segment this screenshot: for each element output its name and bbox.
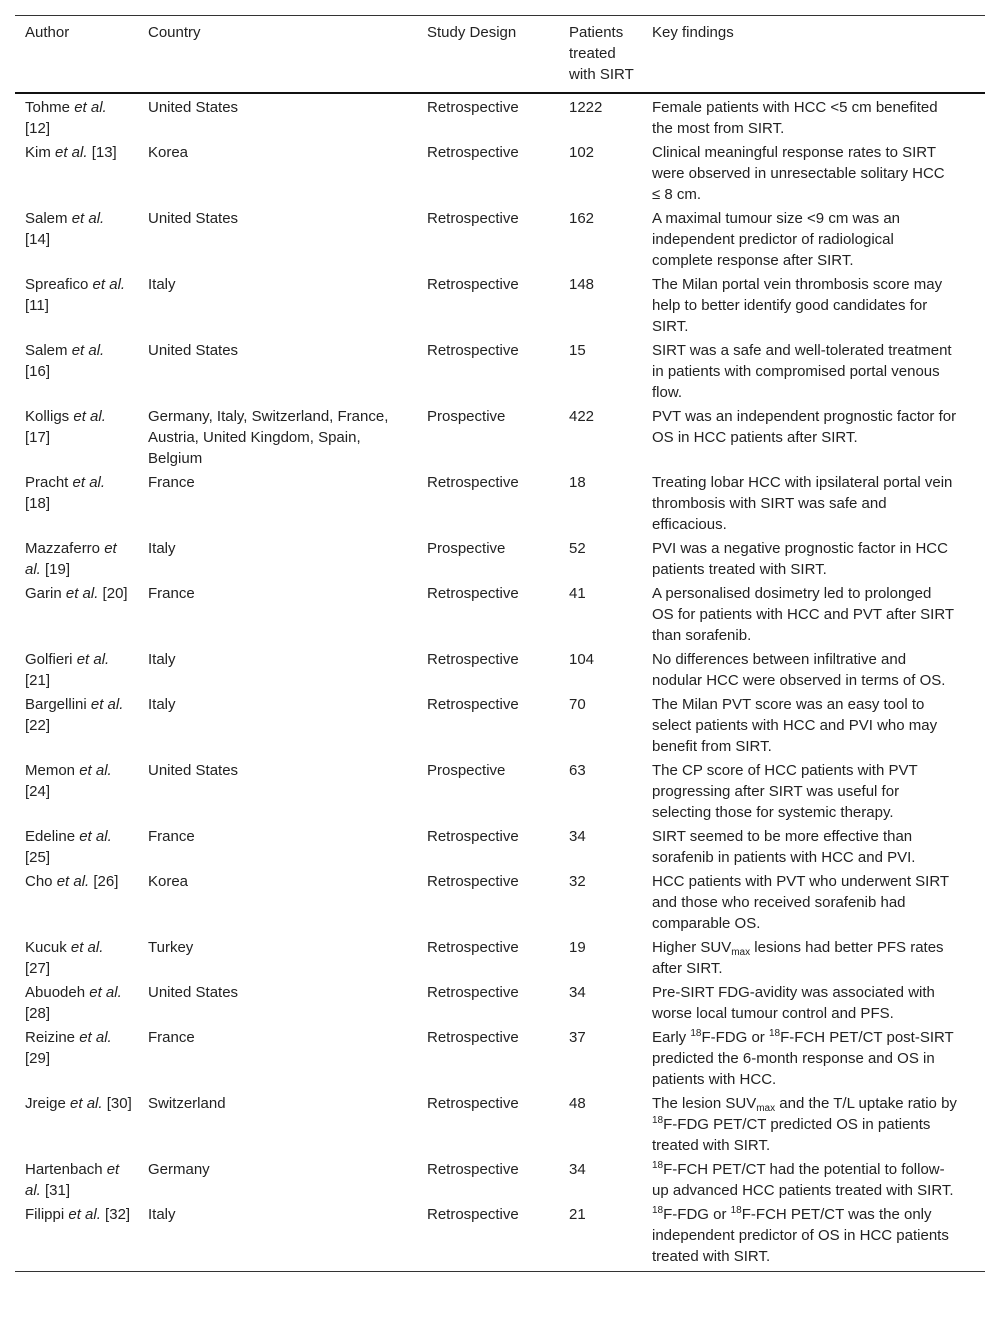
patients-cell: 422: [569, 408, 595, 425]
studies-table: [15, 15, 985, 1272]
author-cell: [15, 206, 138, 272]
study-design-cell: Retrospective: [427, 873, 519, 890]
key-findings-cell: [642, 1025, 985, 1091]
findings-text: A maximal tumour size <9 cm was an independent predictor of radiological complete response after SIRT.: [652, 210, 901, 269]
findings-text: Pre-SIRT FDG-avidity was associated with worse local tumour control and PFS.: [652, 984, 935, 1022]
key-findings-cell: [642, 869, 985, 935]
findings-text: Early: [652, 1029, 691, 1046]
patients-cell: 32: [569, 873, 586, 890]
table-body: [15, 93, 985, 1272]
author-ref: [13]: [87, 144, 117, 161]
author-ref: [32]: [100, 1206, 131, 1223]
table-row: [15, 758, 985, 824]
findings-text: Female patients with HCC <5 cm benefited the most from SIRT.: [652, 99, 938, 137]
author-name: Hartenbach: [25, 1161, 107, 1178]
patients-cell: 52: [569, 540, 586, 557]
author-etal: et al.: [92, 276, 126, 293]
findings-text: The CP score of HCC patients with PVT progressing after SIRT was useful for selecting those for systemic therapy.: [652, 762, 918, 821]
patients-cell: 1222: [569, 99, 603, 116]
patients-cell: 34: [569, 1161, 586, 1178]
key-findings-cell: [642, 581, 985, 647]
country-cell: Germany: [148, 1161, 210, 1178]
patients-cell: 63: [569, 762, 586, 779]
study-design-cell: Retrospective: [427, 984, 519, 1001]
country-cell: United States: [148, 984, 239, 1001]
author-etal: et al.: [79, 762, 112, 779]
author-ref: [14]: [25, 231, 51, 248]
findings-subscript: max: [731, 947, 751, 958]
patients-cell: 34: [569, 984, 586, 1001]
table-row: [15, 1202, 985, 1272]
country-cell: United States: [148, 210, 239, 227]
country-cell: France: [148, 474, 195, 491]
author-name: Abuodeh: [25, 984, 90, 1001]
author-ref: [12]: [25, 120, 51, 137]
key-findings-cell: [642, 758, 985, 824]
findings-text: PVI was a negative prognostic factor in HCC patients treated with SIRT.: [652, 540, 948, 578]
country-cell: Italy: [148, 696, 176, 713]
findings-subscript: max: [756, 1103, 776, 1114]
key-findings-cell: [642, 536, 985, 581]
author-name: Kim: [25, 144, 55, 161]
key-findings-cell: [642, 692, 985, 758]
table-row: [15, 536, 985, 581]
author-cell: [15, 404, 138, 470]
patients-cell: 37: [569, 1029, 586, 1046]
author-ref: [22]: [25, 717, 51, 734]
author-name: Pracht: [25, 474, 73, 491]
author-name: Garin: [25, 585, 66, 602]
country-cell: Italy: [148, 651, 176, 668]
header-study-design: Study Design: [427, 24, 517, 41]
author-name: Kolligs: [25, 408, 74, 425]
author-ref: [30]: [102, 1095, 132, 1112]
author-etal: et al.: [79, 1029, 112, 1046]
author-cell: [15, 692, 138, 758]
findings-text: The lesion SUV: [652, 1095, 757, 1112]
author-cell: [15, 647, 138, 692]
author-ref: [18]: [25, 495, 51, 512]
author-name: Memon: [25, 762, 80, 779]
findings-text: A personalised dosimetry led to prolonged OS for patients with HCC and PVT after SIRT than sorafenib.: [652, 585, 954, 644]
author-ref: [27]: [25, 960, 51, 977]
author-ref: [16]: [25, 363, 51, 380]
study-design-cell: Retrospective: [427, 342, 519, 359]
header-author: Author: [25, 24, 70, 41]
country-cell: Turkey: [148, 939, 194, 956]
header-key-findings: Key findings: [652, 24, 734, 41]
table-row: [15, 338, 985, 404]
key-findings-cell: [642, 272, 985, 338]
patients-cell: 70: [569, 696, 586, 713]
key-findings-cell: [642, 140, 985, 206]
study-design-cell: Retrospective: [427, 276, 519, 293]
table-row: [15, 272, 985, 338]
table-row: [15, 980, 985, 1025]
patients-cell: 162: [569, 210, 595, 227]
author-etal: et al.: [79, 828, 112, 845]
author-name: Cho: [25, 873, 57, 890]
table-row: [15, 206, 985, 272]
country-cell: Germany, Italy, Switzerland, France, Austria, United Kingdom, Spain, Belgium: [148, 408, 389, 467]
findings-text: F-FDG or: [663, 1206, 731, 1223]
author-ref: [20]: [98, 585, 128, 602]
findings-superscript: 18: [768, 1028, 781, 1039]
country-cell: United States: [148, 762, 239, 779]
author-etal: et al.: [25, 540, 117, 578]
author-cell: [15, 1091, 138, 1157]
study-design-cell: Retrospective: [427, 585, 519, 602]
country-cell: Italy: [148, 276, 176, 293]
key-findings-cell: [642, 935, 985, 980]
patients-cell: 104: [569, 651, 595, 668]
author-ref: [31]: [40, 1182, 71, 1199]
country-cell: United States: [148, 99, 239, 116]
author-cell: [15, 140, 138, 206]
author-etal: et al.: [90, 696, 124, 713]
country-cell: Switzerland: [148, 1095, 226, 1112]
findings-superscript: 18: [652, 1115, 664, 1126]
findings-superscript: 18: [690, 1028, 702, 1039]
table-row: [15, 869, 985, 935]
key-findings-cell: [642, 824, 985, 869]
country-cell: United States: [148, 342, 239, 359]
findings-text: F-FDG or: [701, 1029, 769, 1046]
author-name: Edeline: [25, 828, 80, 845]
patients-cell: 34: [569, 828, 586, 845]
author-cell: [15, 1157, 138, 1202]
country-cell: France: [148, 585, 195, 602]
patients-cell: 21: [569, 1206, 586, 1223]
table-row: [15, 1157, 985, 1202]
key-findings-cell: [642, 206, 985, 272]
study-design-cell: Retrospective: [427, 1095, 519, 1112]
findings-text: and the T/L uptake ratio by: [775, 1095, 957, 1112]
study-design-cell: Retrospective: [427, 474, 519, 491]
header-patients: Patients treated with SIRT: [569, 24, 634, 83]
author-ref: [28]: [25, 1005, 51, 1022]
author-name: Mazzaferro: [25, 540, 105, 557]
author-name: Salem: [25, 342, 72, 359]
author-cell: [15, 1025, 138, 1091]
author-etal: et al.: [55, 144, 88, 161]
author-name: Golfieri: [25, 651, 77, 668]
table-row: [15, 470, 985, 536]
study-design-cell: Retrospective: [427, 939, 519, 956]
table-row: [15, 581, 985, 647]
country-cell: Italy: [148, 540, 176, 557]
author-cell: [15, 272, 138, 338]
table-row: [15, 140, 985, 206]
key-findings-cell: [642, 93, 985, 140]
study-design-cell: Prospective: [427, 408, 506, 425]
study-design-cell: Retrospective: [427, 99, 519, 116]
author-ref: [17]: [25, 429, 51, 446]
patients-cell: 148: [569, 276, 595, 293]
author-name: Salem: [25, 210, 72, 227]
patients-cell: 41: [569, 585, 586, 602]
author-etal: et al.: [25, 1161, 120, 1199]
findings-text: HCC patients with PVT who underwent SIRT and those who received sorafenib had comparable OS.: [652, 873, 949, 932]
patients-cell: 102: [569, 144, 595, 161]
patients-cell: 19: [569, 939, 586, 956]
study-design-cell: Retrospective: [427, 1206, 519, 1223]
author-cell: [15, 869, 138, 935]
table-row: [15, 1025, 985, 1091]
table-row: [15, 692, 985, 758]
key-findings-cell: [642, 1091, 985, 1157]
findings-text: No differences between infiltrative and nodular HCC were observed in terms of OS.: [652, 651, 946, 689]
author-cell: [15, 1202, 138, 1272]
findings-text: F-FDG PET/CT predicted OS in patients treated with SIRT.: [652, 1116, 931, 1154]
author-cell: [15, 980, 138, 1025]
findings-text: PVT was an independent prognostic factor for OS in HCC patients after SIRT.: [652, 408, 957, 446]
author-ref: [11]: [25, 297, 49, 314]
findings-text: The Milan PVT score was an easy tool to select patients with HCC and PVI who may benefit from SIRT.: [652, 696, 938, 755]
findings-superscript: 18: [652, 1160, 664, 1171]
study-design-cell: Retrospective: [427, 1029, 519, 1046]
author-cell: [15, 470, 138, 536]
findings-text: SIRT seemed to be more effective than sorafenib in patients with HCC and PVI.: [652, 828, 916, 866]
key-findings-cell: [642, 1157, 985, 1202]
author-etal: et al.: [70, 1095, 103, 1112]
header-row: [15, 16, 985, 94]
findings-text: The Milan portal vein thrombosis score may help to better identify good candidates for SIRT.: [652, 276, 943, 335]
author-etal: et al.: [71, 342, 105, 359]
findings-superscript: 18: [652, 1205, 664, 1216]
country-cell: Italy: [148, 1206, 176, 1223]
study-design-cell: Retrospective: [427, 1161, 519, 1178]
findings-text: Treating lobar HCC with ipsilateral portal vein thrombosis with SIRT was safe and efficacious.: [652, 474, 953, 533]
findings-text: F-FCH PET/CT had the potential to follow-up advanced HCC patients treated with SIRT.: [652, 1161, 954, 1199]
author-cell: [15, 338, 138, 404]
author-etal: et al.: [76, 651, 110, 668]
table-row: [15, 1091, 985, 1157]
author-etal: et al.: [74, 99, 107, 116]
author-name: Kucuk: [25, 939, 71, 956]
findings-text: Higher SUV: [652, 939, 732, 956]
author-ref: [29]: [25, 1050, 51, 1067]
author-etal: et al.: [65, 585, 99, 602]
study-design-cell: Retrospective: [427, 210, 519, 227]
author-cell: [15, 758, 138, 824]
author-ref: [25]: [25, 849, 51, 866]
author-cell: [15, 536, 138, 581]
country-cell: Korea: [148, 873, 189, 890]
findings-superscript: 18: [730, 1205, 742, 1216]
country-cell: Korea: [148, 144, 189, 161]
author-cell: [15, 824, 138, 869]
author-etal: et al.: [71, 210, 105, 227]
table-row: [15, 824, 985, 869]
key-findings-cell: [642, 647, 985, 692]
author-cell: [15, 581, 138, 647]
study-design-cell: Retrospective: [427, 828, 519, 845]
key-findings-cell: [642, 470, 985, 536]
header-country: Country: [148, 24, 201, 41]
patients-cell: 48: [569, 1095, 586, 1112]
author-etal: et al.: [68, 1206, 101, 1223]
findings-text: F-FCH PET/CT was the only independent predictor of OS in HCC patients treated with SIRT.: [652, 1206, 949, 1265]
key-findings-cell: [642, 1202, 985, 1272]
patients-cell: 18: [569, 474, 586, 491]
author-etal: et al.: [72, 474, 106, 491]
key-findings-cell: [642, 404, 985, 470]
study-design-cell: Retrospective: [427, 651, 519, 668]
author-etal: et al.: [70, 939, 104, 956]
findings-text: lesions had better PFS rates after SIRT.: [652, 939, 944, 977]
author-name: Tohme: [25, 99, 75, 116]
table-row: [15, 935, 985, 980]
findings-text: Clinical meaningful response rates to SIRT were observed in unresectable solitary HCC ≤ 8 cm.: [652, 144, 945, 203]
country-cell: France: [148, 1029, 195, 1046]
author-ref: [24]: [25, 783, 51, 800]
author-name: Bargellini: [25, 696, 91, 713]
table-header: [15, 16, 985, 94]
study-design-cell: Prospective: [427, 540, 506, 557]
study-design-cell: Prospective: [427, 762, 506, 779]
author-cell: [15, 93, 138, 140]
table-row: [15, 647, 985, 692]
key-findings-cell: [642, 338, 985, 404]
table-row: [15, 93, 985, 140]
author-name: Spreafico: [25, 276, 93, 293]
author-etal: et al.: [56, 873, 90, 890]
author-name: Jreige: [25, 1095, 71, 1112]
findings-text: F-FCH PET/CT post-SIRT predicted the 6-month response and OS in patients with HCC.: [652, 1029, 954, 1088]
study-design-cell: Retrospective: [427, 144, 519, 161]
findings-text: SIRT was a safe and well-tolerated treatment in patients with compromised portal venous flow.: [652, 342, 952, 401]
author-name: Filippi: [25, 1206, 69, 1223]
author-cell: [15, 935, 138, 980]
author-name: Reizine: [25, 1029, 80, 1046]
patients-cell: 15: [569, 342, 586, 359]
key-findings-cell: [642, 980, 985, 1025]
country-cell: France: [148, 828, 195, 845]
study-design-cell: Retrospective: [427, 696, 519, 713]
table-row: [15, 404, 985, 470]
author-ref: [21]: [25, 672, 51, 689]
author-etal: et al.: [89, 984, 122, 1001]
author-etal: et al.: [73, 408, 106, 425]
author-ref: [19]: [40, 561, 71, 578]
author-ref: [26]: [89, 873, 119, 890]
